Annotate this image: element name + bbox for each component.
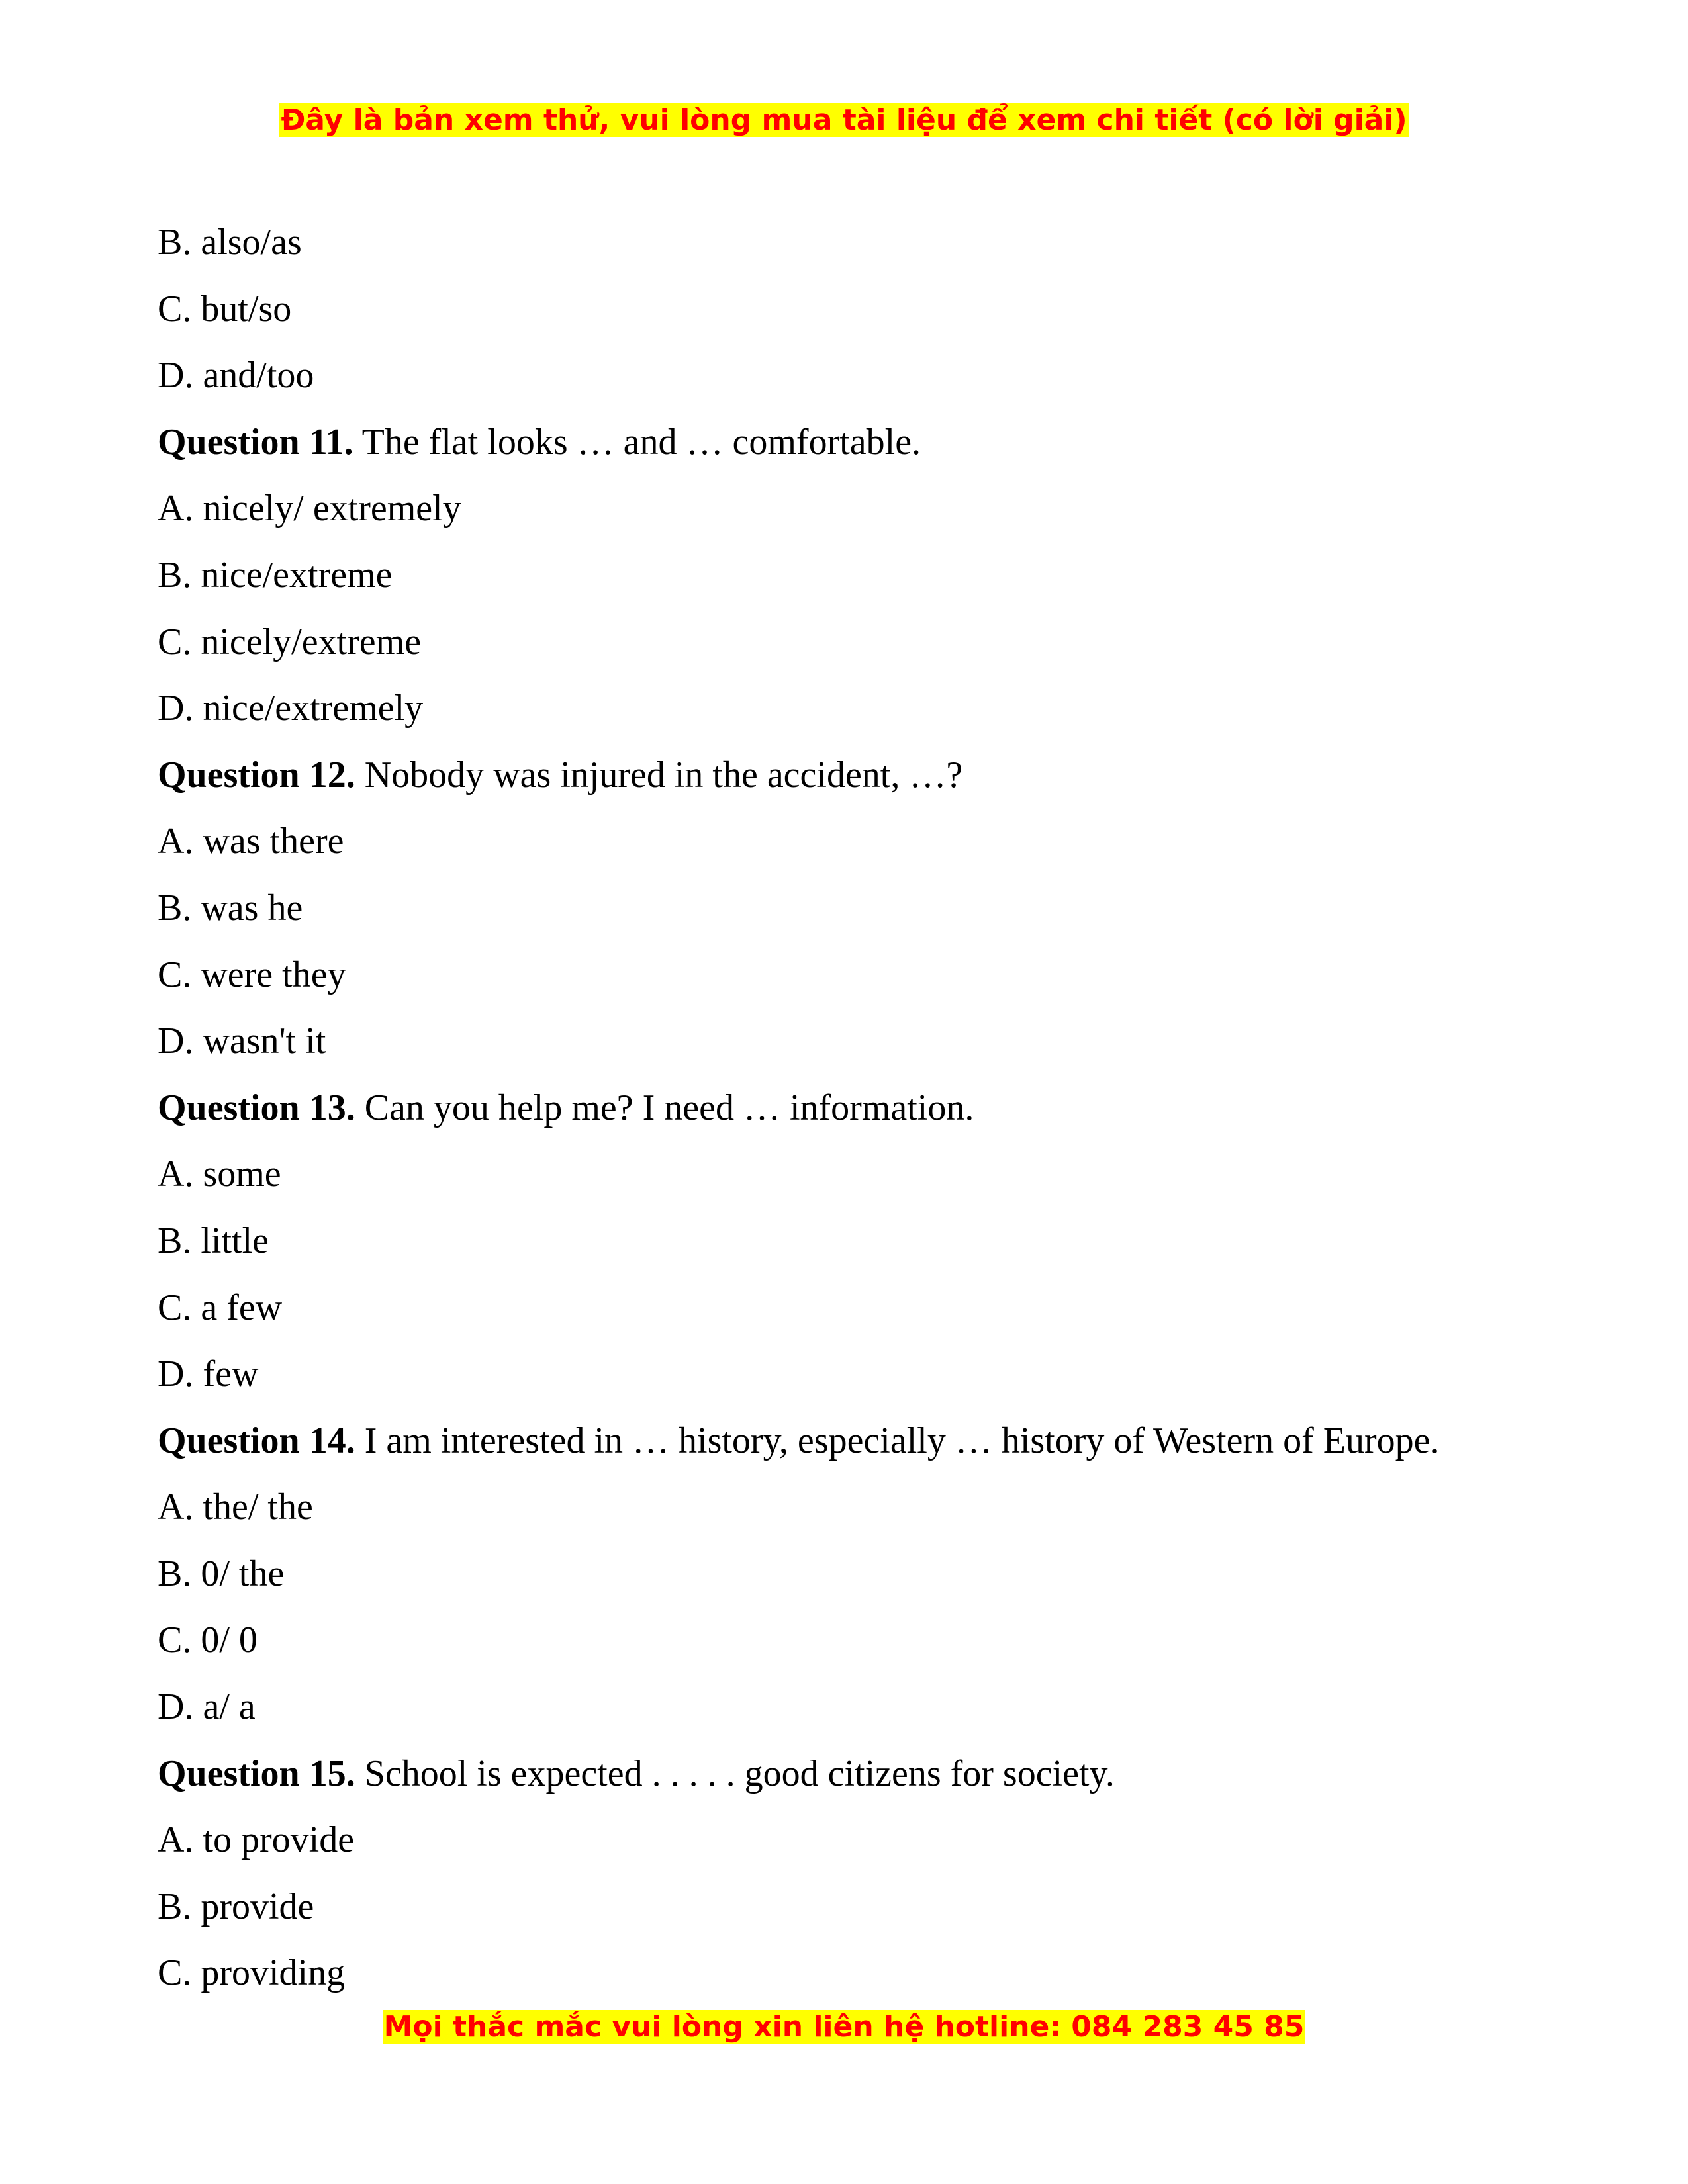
- question-line: [158, 1075, 1548, 1142]
- answer-option: C. nicely/extreme: [158, 621, 422, 662]
- answer-option: A. was there: [158, 821, 344, 862]
- preview-notice-banner: [0, 101, 1688, 140]
- question-number: Question 11.: [158, 421, 353, 463]
- answer-option: D. nice/extremely: [158, 688, 424, 729]
- question-number: Question 15.: [158, 1752, 355, 1794]
- hotline-banner: [0, 2007, 1688, 2047]
- question-text: I am interested in … history, especially … history of Western of Europe.: [355, 1420, 1440, 1461]
- answer-option: B. little: [158, 1220, 269, 1261]
- question-line: [158, 742, 1548, 809]
- answer-option: B. was he: [158, 887, 303, 929]
- question-list: [158, 209, 1548, 2007]
- answer-option: B. provide: [158, 1886, 314, 1927]
- question-text: The flat looks … and … comfortable.: [353, 421, 921, 463]
- question-number: Question 13.: [158, 1087, 355, 1128]
- question-line: [158, 1741, 1548, 1807]
- answer-option: D. and/too: [158, 355, 314, 396]
- answer-option: D. few: [158, 1353, 259, 1395]
- preview-notice-text: Đây là bản xem thử, vui lòng mua tài liệu để xem chi tiết (có lời giải): [281, 103, 1407, 137]
- answer-option: C. a few: [158, 1287, 283, 1328]
- answer-option: A. the/ the: [158, 1486, 313, 1528]
- question-text: School is expected . . . . . good citizens for society.: [355, 1752, 1115, 1794]
- answer-option: A. nicely/ extremely: [158, 488, 461, 529]
- question-line: [158, 1408, 1548, 1475]
- question-text: Nobody was injured in the accident, …?: [355, 754, 963, 796]
- answer-option: C. 0/ 0: [158, 1619, 258, 1661]
- answer-option: A. to provide: [158, 1819, 355, 1861]
- answer-option: C. providing: [158, 1952, 346, 1994]
- hotline-text: Mọi thắc mắc vui lòng xin liên hệ hotline: 084 283 45 85: [383, 2010, 1305, 2044]
- answer-option: B. also/as: [158, 222, 302, 263]
- question-line: [158, 409, 1548, 476]
- answer-option: A. some: [158, 1154, 281, 1195]
- answer-option: B. 0/ the: [158, 1553, 285, 1594]
- answer-option: D. a/ a: [158, 1686, 256, 1728]
- answer-option: D. wasn't it: [158, 1021, 326, 1062]
- question-number: Question 14.: [158, 1420, 355, 1461]
- question-number: Question 12.: [158, 754, 355, 796]
- question-text: Can you help me? I need … information.: [355, 1087, 974, 1128]
- answer-option: C. were they: [158, 954, 346, 995]
- answer-option: B. nice/extreme: [158, 554, 393, 596]
- answer-option: C. but/so: [158, 288, 292, 330]
